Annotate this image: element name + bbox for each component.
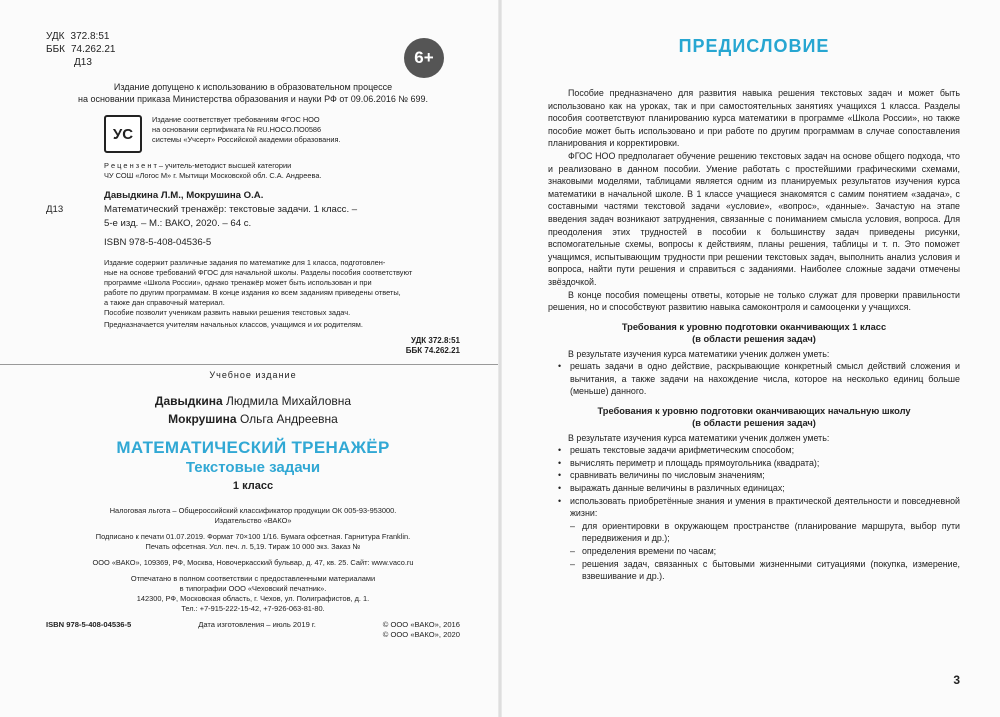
abstract: Издание содержит различные задания по математике для 1 класса, подготовлен- ные на основе требований ФГОС для начальной школы. Разделы пособия соответствуют программе «Школа России», однако тренажёр может быть использован и при работе по другим программам. В конце издания ко всем заданиям приведены ответы, а также дан справочный материал. Пособие позволит ученикам развить навыки решения текстовых задач. Предназначается учителям начальных классов, учащимся и их родителям. [104,258,413,329]
catalog-code: Д13 [46,204,64,215]
author-2: Мокрушина Ольга Андреевна [168,412,338,426]
copyright-2016: © ООО «ВАКО», 2016 [382,620,460,629]
certificate-block [104,115,460,153]
footer-row [46,620,460,630]
preface-text [548,87,960,314]
preface-page [500,0,1000,717]
footer-row-2 [46,630,460,640]
preface-heading: ПРЕДИСЛОВИЕ [678,36,830,56]
list-item: • вычислять периметр и площадь прямоугольника (квадрата); [570,457,960,470]
catalog-entry [46,189,460,250]
author-1: Давыдкина Людмила Михайловна [154,394,352,408]
production-date: Дата изготовления – июль 2019 г. [198,620,316,629]
paragraph-2: ФГОС НОО предполагает обучение решению текстовых задач на основе общего подхода, что и реализовано в данном пособии. Умение работать с простейшими графическими схемами, знаковыми моделями, таблицами является одним из планируемых результатов изучения курса математики в начальной школе. В 1 классе учащиеся знакомятся с самим понятием «задача», с составными частями текстовой задачи «условие», «вопрос», «данные». Зачастую на этапе введения задач возникают затруднения, связанные с пониманием смысла условия, вопроса. Для преодоления этих трудностей в пособии к большинству задач приведены рисунки, вспомогательные схемы, вопросы к действиям, планы решения, таблицы и т. п. Это поможет учащимся, испытывающим трудности при решении текстовых задач, выполнить анализ условия и вопроса, найти пути решения и справиться с заданиями. Наиболее сложные задачи отмечены звёздочкой. [548,150,960,287]
bbk-code: ББК 74.262.21 [46,44,116,55]
isbn-bottom: ISBN 978-5-408-04536-5 [46,620,132,629]
list-subitem: – для ориентировки в окружающем пространстве (планирование маршрута, выбор пути передвижения и др.); [582,520,960,545]
list-item: • решать задачи в одно действие, раскрывающие конкретный смысл действий сложения и вычитания, а также задачи на нахождение числа, которое на несколько единиц больше (меньше) данного. [570,360,960,398]
copyright-2020: © ООО «ВАКО», 2020 [382,630,460,639]
certificate-text: Издание соответствует требованиям ФГОС НОО на основании сертификата № RU.НОСО.ПО0586 системы «Учсерт» Российской академии образования. [152,115,341,144]
uc-logo: УС [104,115,142,153]
list-item: • сравнивать величины по числовым значениям; [570,469,960,482]
approval-note: Издание допущено к использованию в образовательном процессе на основании приказа Министерства образования и науки РФ от 09.06.2016 № 699. [77,82,429,104]
edition-type: Учебное издание [209,370,297,380]
requirements-1: В результате изучения курса математики ученик должен уметь: • решать задачи в одно действие, раскрывающие конкретный смысл действий сложения и вычитания, а также задачи на нахождение числа, которое на несколько единиц больше (меньше) данного. [548,348,960,398]
list-item: • выражать данные величины в различных единицах; [570,482,960,495]
requirements-2: В результате изучения курса математики ученик должен уметь: • решать текстовые задачи арифметическим способом; • вычислять периметр и площадь прямоугольника (квадрата); • сравнивать величины по числовым значениям; • выражать данные величины в различных единицах; • использовать приобретённые знания и умения в практической деятельности и повседневной жизни: – для ориентировки в окружающем пространстве (планирование маршрута, выбор пути передвижения и др.); – определения времени по часам; – решения задач, связанных с бытовыми жизненными ситуациями (покупка, измерение, взвешивание и др.). [548,432,960,583]
book-subtitle: Текстовые задачи [185,459,321,476]
classification-codes [46,30,460,69]
list-subitem: – решения задач, связанных с бытовыми жизненными ситуациями (покупка, измерение, взвешивание и др.). [582,558,960,583]
divider [0,364,500,365]
requirements-2-heading: Требования к уровню подготовки оканчивающих начальную школу (в области решения задач) [597,405,911,429]
reviewer-note: Р е ц е н з е н т – учитель-методист высшей категории ЧУ СОШ «Логос М» г. Мытищи Московской обл. С.А. Андреева. [104,161,322,180]
paragraph-3: В конце пособия помещены ответы, которые не только служат для проверки правильности решения, но и способствуют развитию навыка самоконтроля и самооценки у учащихся. [548,289,960,313]
list-subitem: – определения времени по часам; [582,545,960,558]
page-number: 3 [953,673,960,687]
list-item: • использовать приобретённые знания и умения в практической деятельности и повседневной жизни: [570,495,960,520]
bottom-codes: УДК 372.8:51 ББК 74.262.21 [405,336,460,355]
age-rating-badge: 6+ [404,38,444,78]
book-title: МАТЕМАТИЧЕСКИЙ ТРЕНАЖЁР [116,438,390,457]
udk-code: УДК 372.8:51 [46,31,110,42]
requirements-1-heading: Требования к уровню подготовки оканчивающих 1 класс (в области решения задач) [621,321,887,345]
grade-label: 1 класс [232,480,274,492]
list-item: • решать текстовые задачи арифметическим способом; [570,444,960,457]
paragraph-1: Пособие предназначено для развития навыка решения текстовых задач и может быть использовано как на уроках, так и при самостоятельных занятиях учащихся 1 класса. Разделы пособия соответствуют планированию курса математики в программе «Школа России», но также пособие может быть использовано и при работе по другим программам в случае сопоставления планирования и корректировки. [548,88,960,149]
catalog-body: Давыдкина Л.М., Мокрушина О.А. Математический тренажёр: текстовые задачи. 1 класс. – 5-е изд. – М.: ВАКО, 2020. – 64 с. ISBN 978-5-408-04536-5 [104,190,358,248]
imprint-details: Налоговая льгота – Общероссийский классификатор продукции ОК 005-93-953000. Издательство «ВАКО» Подписано к печати 01.07.2019. Формат 70×100 1/16. Бумага офсетная. Гарнитура Franklin. Печать офсетная. Усл. печ. л. 5,19. Тираж 10 000 экз. Заказ № ООО «ВАКО», 109369, РФ, Москва, Новочеркасский бульвар, д. 47, кв. 25. Сайт: www.vaco.ru Отпечатано в полном соответствии с предоставленными материалами в типографии ООО «Чеховский печатник». 142300, РФ, Московская область, г. Чехов, ул. Полиграфистов, д. 1. Тел.: +7-915-222-15-42, +7-926-063-81-80. [92,506,414,613]
author-mark: Д13 [74,57,92,68]
